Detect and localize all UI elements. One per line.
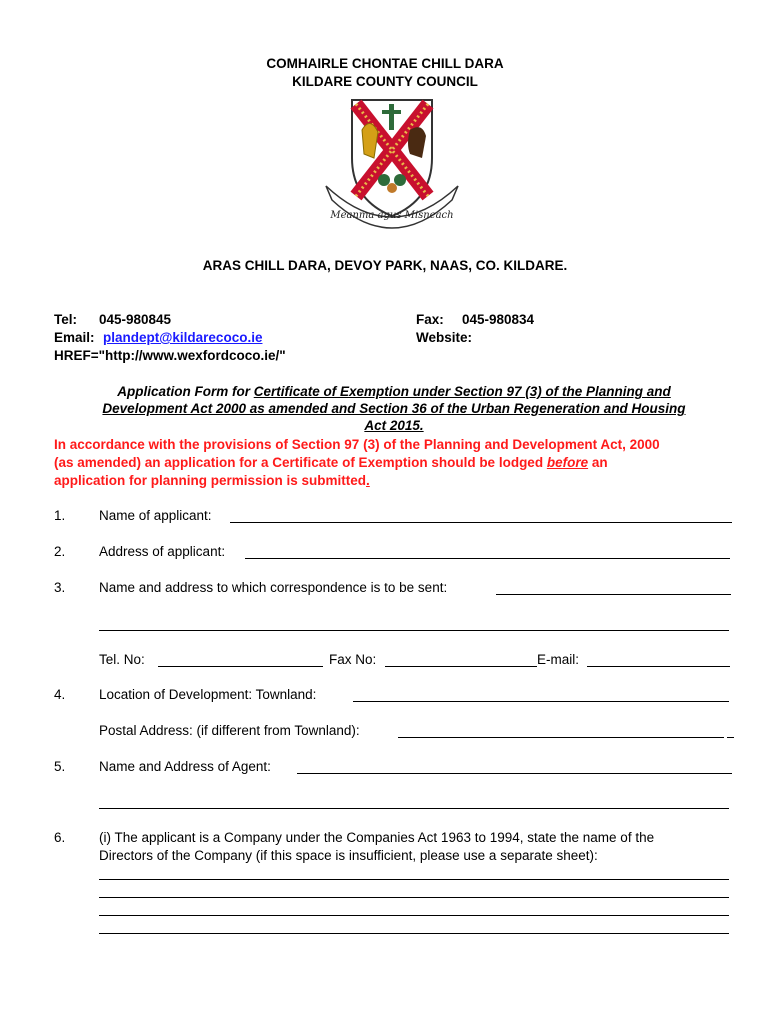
council-name-irish: COMHAIRLE CHONTAE CHILL DARA (266, 56, 504, 71)
title-line-3: Act 2015. (364, 418, 424, 433)
directors-field-line-3[interactable] (99, 915, 729, 916)
q1-label: Name of applicant: (99, 508, 212, 523)
form-title (40, 383, 748, 434)
postal-address-field[interactable] (398, 737, 724, 738)
q4-number: 4. (54, 687, 66, 702)
notice-line-2: (as amended) an application for a Certificate of Exemption should be lodged (54, 455, 547, 470)
notice-line-3: application for planning permission is submitted (54, 473, 367, 488)
applicant-address-field[interactable] (245, 558, 730, 559)
email-label: Email: (54, 330, 95, 345)
crest-motto: Meanma agus Misneach (330, 210, 454, 221)
email-field-label: E-mail: (537, 652, 580, 667)
notice-emphasis: before (546, 455, 589, 470)
directors-field-line-2[interactable] (99, 897, 729, 898)
directors-field-line-4[interactable] (99, 933, 729, 934)
fax-no-label: Fax No: (329, 652, 377, 667)
title-prefix: Application Form for (117, 384, 254, 399)
q5-number: 5. (54, 759, 66, 774)
title-line-2: Development Act 2000 as amended and Section 36 of the Urban Regeneration and Housing (102, 401, 686, 416)
tel-value: 045-980845 (99, 312, 172, 327)
q3-number: 3. (54, 580, 66, 595)
postal-address-label: Postal Address: (if different from Townland): (99, 723, 360, 738)
href-text: HREF="http://www.wexfordcoco.ie/" (54, 348, 286, 363)
agent-field[interactable] (297, 773, 732, 774)
title-line-1: Certificate of Exemption under Section 97 (3) of the Planning and (253, 384, 671, 399)
fax-label: Fax: (416, 312, 444, 327)
council-name-english: KILDARE COUNTY COUNCIL (292, 74, 478, 89)
email-link[interactable]: plandept@kildarecoco.ie (103, 330, 263, 345)
email-field[interactable] (587, 666, 730, 667)
notice-period: . (366, 473, 370, 488)
agent-field-line-2[interactable] (99, 808, 729, 809)
q6-number: 6. (54, 830, 66, 845)
fax-no-field[interactable] (385, 666, 537, 667)
tel-no-label: Tel. No: (99, 652, 145, 667)
q2-number: 2. (54, 544, 66, 559)
correspondence-field-line-2[interactable] (99, 630, 729, 631)
q6-line-2: Directors of the Company (if this space is insufficient, please use a separate sheet): (99, 848, 598, 863)
fax-value: 045-980834 (462, 312, 535, 327)
q5-label: Name and Address of Agent: (99, 759, 271, 774)
townland-field[interactable] (353, 701, 729, 702)
notice-line-2-end: an (588, 455, 608, 470)
applicant-name-field[interactable] (230, 522, 732, 523)
q6-line-1: (i) The applicant is a Company under the Companies Act 1963 to 1994, state the name of the (99, 830, 655, 845)
council-address: ARAS CHILL DARA, DEVOY PARK, NAAS, CO. KILDARE. (202, 258, 568, 273)
tel-label: Tel: (54, 312, 77, 327)
correspondence-field[interactable] (496, 594, 731, 595)
q3-label: Name and address to which correspondence is to be sent: (99, 580, 448, 595)
directors-field-line-1[interactable] (99, 879, 729, 880)
q1-number: 1. (54, 508, 66, 523)
tel-no-field[interactable] (158, 666, 323, 667)
website-label: Website: (416, 330, 473, 345)
postal-address-field-end (727, 737, 734, 738)
council-crest-logo (322, 88, 462, 230)
q4-label: Location of Development: Townland: (99, 687, 317, 702)
submission-notice (54, 436, 744, 490)
q2-label: Address of applicant: (99, 544, 226, 559)
notice-line-1: In accordance with the provisions of Section 97 (3) of the Planning and Development Act, 2000 (54, 437, 660, 452)
